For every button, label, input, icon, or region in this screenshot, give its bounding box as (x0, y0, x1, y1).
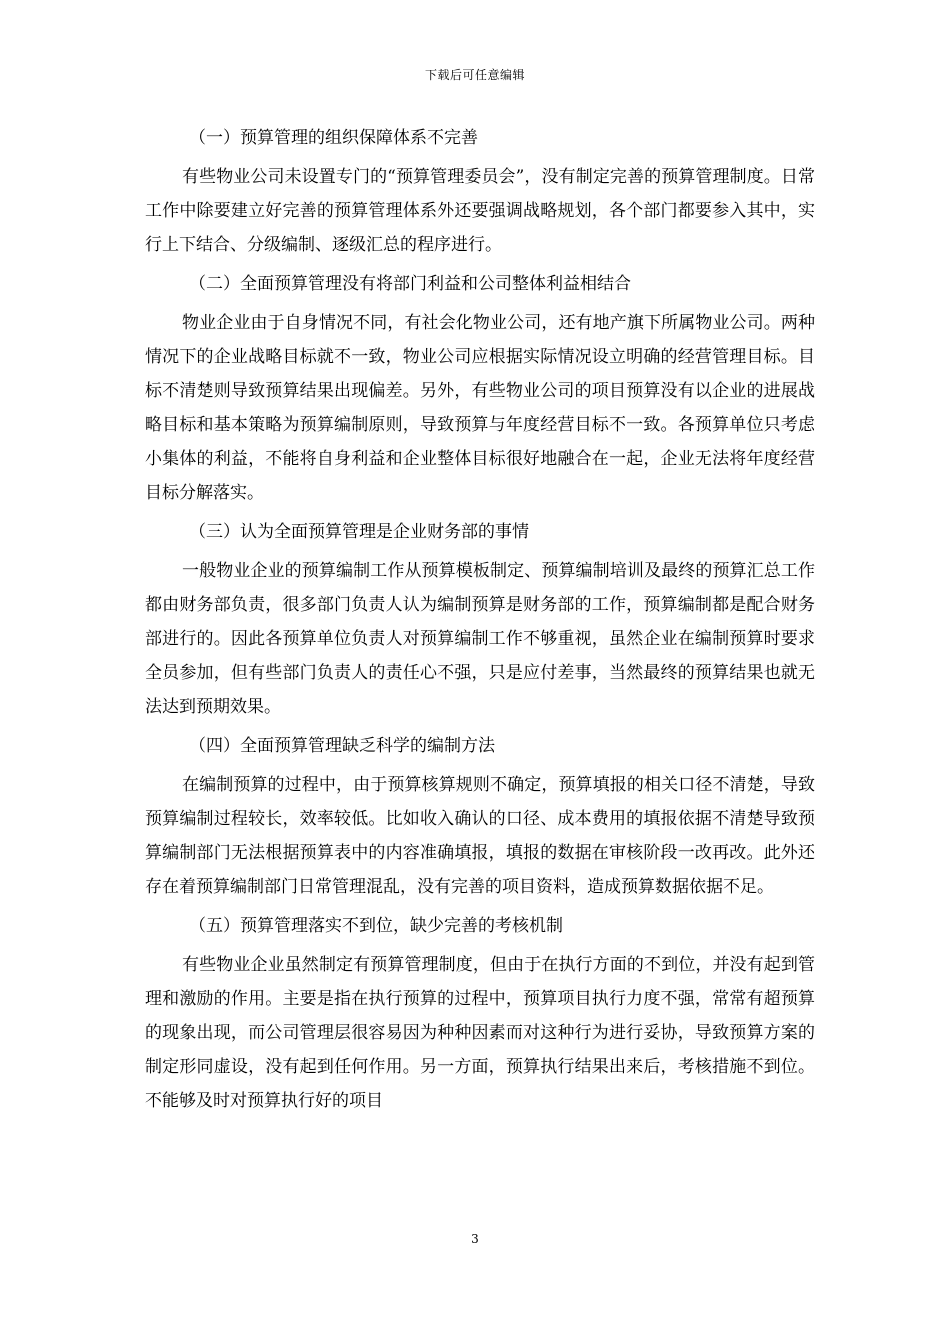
section-paragraph-2: 物业企业由于自身情况不同，有社会化物业公司，还有地产旗下所属物业公司。两种情况下的企业战略目标就不一致，物业公司应根据实际情况设立明确的经营管理目标。目标不清楚则导致预算结果出现偏差。另外，有些物业公司的项目预算没有以企业的进展战略目标和基本策略为预算编制原则，导致预算与年度经营目标不一致。各预算单位只考虑小集体的利益，不能将自身利益和企业整体目标很好地融合在一起，企业无法将年度经营目标分解落实。 (145, 313, 815, 503)
section-heading-2: （二）全面预算管理没有将部门利益和公司整体利益相结合 (189, 274, 631, 294)
document-body (145, 120, 815, 1122)
section-paragraph-3: 一般物业企业的预算编制工作从预算模板制定、预算编制培训及最终的预算汇总工作都由财务部负责，很多部门负责人认为编制预算是财务部的工作，预算编制都是配合财务部进行的。因此各预算单位负责人对预算编制工作不够重视，虽然企业在编制预算时要求全员参加，但有些部门负责人的责任心不强，只是应付差事，当然最终的预算结果也就无法达到预期效果。 (145, 561, 815, 717)
section-paragraph-5: 有些物业企业虽然制定有预算管理制度，但由于在执行方面的不到位，并没有起到管理和激励的作用。主要是指在执行预算的过程中，预算项目执行力度不强，常常有超预算的现象出现，而公司管理层很容易因为种种因素而对这种行为进行妥协，导致预算方案的制定形同虚设，没有起到任何作用。另一方面，预算执行结果出来后，考核措施不到位。不能够及时对预算执行好的项目 (145, 955, 815, 1111)
page-header: 下载后可任意编辑 (424, 68, 525, 82)
section-heading-1: （一）预算管理的组织保障体系不完善 (189, 128, 478, 148)
section-heading-3: （三）认为全面预算管理是企业财务部的事情 (189, 522, 529, 542)
section-heading-4: （四）全面预算管理缺乏科学的编制方法 (189, 736, 495, 756)
section-heading-5: （五）预算管理落实不到位，缺少完善的考核机制 (189, 916, 563, 936)
section-paragraph-4: 在编制预算的过程中，由于预算核算规则不确定，预算填报的相关口径不清楚，导致预算编制过程较长，效率较低。比如收入确认的口径、成本费用的填报依据不清楚导致预算编制部门无法根据预算表中的内容准确填报，填报的数据在审核阶段一改再改。此外还存在着预算编制部门日常管理混乱，没有完善的项目资料，造成预算数据依据不足。 (145, 775, 815, 897)
page-number: 3 (471, 1232, 479, 1246)
section-paragraph-1: 有些物业公司未设置专门的“预算管理委员会”，没有制定完善的预算管理制度。日常工作中除要建立好完善的预算管理体系外还要强调战略规划，各个部门都要参入其中，实行上下结合、分级编制、逐级汇总的程序进行。 (145, 167, 815, 255)
